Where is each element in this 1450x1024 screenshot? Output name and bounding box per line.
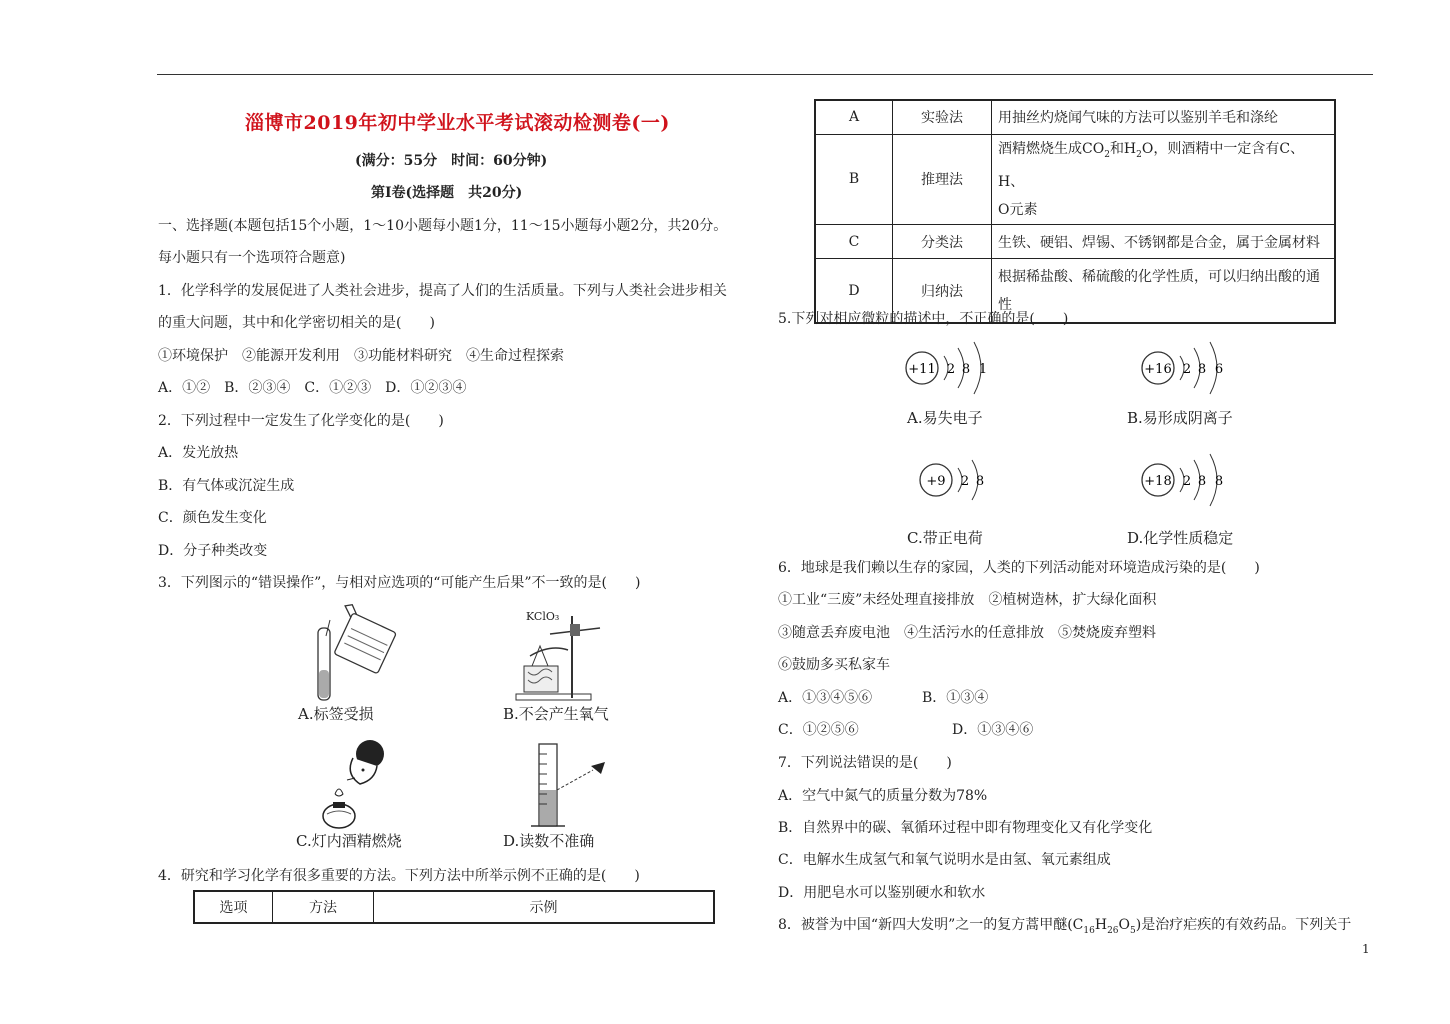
atom-diagram-b — [1136, 338, 1236, 400]
q5-caption-c: C.带正电荷 — [907, 529, 983, 547]
svg-text:8: 8 — [1197, 362, 1207, 377]
q4-stem: 4．研究和学习化学有很多重要的方法。下列方法中所举示例不正确的是( ) — [158, 868, 640, 884]
section-heading: 第Ⅰ卷(选择题 共20分) — [371, 185, 523, 201]
q6-option-d: D．①③④⑥ — [952, 722, 1034, 738]
table-row — [815, 134, 1335, 225]
instructions-line-1: 一、选择题(本题包括15个小题，1～10小题每小题1分，11～15小题每小题2分，共20分。 — [158, 218, 728, 234]
svg-text:+9: +9 — [926, 474, 946, 489]
q1-stem-2: 的重大问题，其中和化学密切相关的是( ) — [158, 315, 435, 331]
q4-row-a-example: 用抽丝灼烧闻气味的方法可以鉴别羊毛和涤纶 — [992, 100, 1336, 134]
kclo3-label: KClO₃ — [526, 610, 560, 623]
svg-text:+11: +11 — [908, 362, 936, 377]
q6-option-c: C．①②⑤⑥ — [778, 722, 859, 738]
svg-text:1: 1 — [978, 362, 988, 377]
q1-options: A．①② B．②③④ C．①②③ D．①②③④ — [158, 380, 467, 396]
q4-row-d-method: 归纳法 — [893, 259, 992, 323]
header-rule — [157, 74, 1373, 75]
q5-caption-b: B.易形成阴离子 — [1127, 409, 1233, 427]
q6-option-b: B．①③④ — [922, 690, 989, 706]
page-number: 1 — [1362, 942, 1370, 956]
atom-diagram-c — [914, 450, 1014, 512]
exam-meta: (满分：55分 时间：60分钟) — [355, 153, 548, 169]
q4-row-a-option: A — [815, 100, 893, 134]
q2-option-a: A．发光放热 — [158, 445, 239, 461]
q3-caption-a: A.标签受损 — [298, 705, 374, 723]
q4-table-body — [814, 99, 1336, 324]
svg-text:8: 8 — [961, 362, 971, 377]
q4-row-c-example: 生铁、硬铝、焊锡、不锈钢都是合金，属于金属材料 — [992, 225, 1336, 259]
q1-stem-1: 1．化学科学的发展促进了人类社会进步，提高了人们的生活质量。下列与人类社会进步相关 — [158, 283, 727, 299]
svg-text:6: 6 — [1214, 362, 1224, 377]
q7-stem: 7．下列说法错误的是( ) — [778, 755, 952, 771]
q4-header-method: 方法 — [273, 891, 374, 923]
q4-row-b-option: B — [815, 134, 893, 225]
q3-caption-c: C.灯内酒精燃烧 — [296, 832, 402, 850]
svg-text:+18: +18 — [1144, 474, 1172, 489]
q4-row-d-example: 根据稀盐酸、稀硫酸的化学性质，可以归纳出酸的通 性 — [992, 259, 1336, 323]
q6-stem: 6．地球是我们赖以生存的家园，人类的下列活动能对环境造成污染的是( ) — [778, 560, 1260, 576]
q3-stem: 3．下列图示的“错误操作”，与相对应选项的“可能产生后果”不一致的是( ) — [158, 575, 641, 591]
q8-stem: 8．被誉为中国“新四大发明”之一的复方蒿甲醚$(C_{16}H_{26}O_5)$是治疗疟疾的有效药品。下列关于 — [778, 917, 1352, 936]
q7-option-d: D．用肥皂水可以鉴别硬水和软水 — [778, 885, 986, 901]
q6-items-1: ①工业“三废”未经处理直接排放 ②植树造林，扩大绿化面积 — [778, 592, 1157, 608]
exam-title: 淄博市2019年初中学业水平考试滚动检测卷(一) — [245, 112, 670, 134]
svg-text:8: 8 — [1197, 474, 1207, 489]
figure-heating-kclo3 — [510, 606, 620, 706]
q1-items: ①环境保护 ②能源开发利用 ③功能材料研究 ④生命过程探索 — [158, 348, 564, 364]
q7-option-c: C．电解水生成氢气和氧气说明水是由氢、氧元素组成 — [778, 852, 1111, 868]
instructions-line-2: 每小题只有一个选项符合题意) — [158, 250, 346, 266]
atom-diagram-d — [1136, 450, 1236, 512]
q4-row-c-option: C — [815, 225, 893, 259]
q4-row-a-method: 实验法 — [893, 100, 992, 134]
q7-option-a: A．空气中氮气的质量分数为78% — [778, 788, 988, 804]
q6-items-3: ⑥鼓励多买私家车 — [778, 657, 890, 673]
q4-row-c-method: 分类法 — [893, 225, 992, 259]
figure-pouring-liquid — [300, 606, 410, 706]
svg-text:8: 8 — [1214, 474, 1224, 489]
q7-option-b: B．自然界中的碳、氧循环过程中即有物理变化又有化学变化 — [778, 820, 1153, 836]
atom-diagram-a — [900, 338, 1000, 400]
q4-header-option: 选项 — [194, 891, 273, 923]
q6-option-a: A．①③④⑤⑥ — [778, 690, 873, 706]
q6-items-2: ③随意丢弃废电池 ④生活污水的任意排放 ⑤焚烧废弃塑料 — [778, 625, 1156, 641]
q4-row-b-method: 推理法 — [893, 134, 992, 225]
q2-stem: 2．下列过程中一定发生了化学变化的是( ) — [158, 413, 444, 429]
q4-row-b-example: 酒精燃烧生成$CO_2$和$H_2O$，则酒精中一定含有C、H、 O元素 — [992, 134, 1336, 225]
svg-text:2: 2 — [960, 474, 970, 489]
q5-caption-a: A.易失电子 — [907, 409, 983, 427]
q2-option-b: B．有气体或沉淀生成 — [158, 478, 295, 494]
table-row — [815, 100, 1335, 134]
q5-stem: 5.下列对相应微粒的描述中，不正确的是( ) — [778, 311, 1069, 327]
figure-graduated-cylinder — [525, 740, 615, 835]
q5-caption-d: D.化学性质稳定 — [1127, 529, 1234, 547]
svg-text:2: 2 — [946, 362, 956, 377]
q3-caption-b: B.不会产生氧气 — [503, 705, 609, 723]
q4-header-example: 示例 — [374, 891, 715, 923]
q3-caption-d: D.读数不准确 — [503, 832, 595, 850]
svg-text:8: 8 — [975, 474, 985, 489]
svg-text:2: 2 — [1182, 362, 1192, 377]
figure-alcohol-lamp — [305, 734, 405, 834]
table-row — [815, 225, 1335, 259]
svg-text:2: 2 — [1182, 474, 1192, 489]
svg-text:+16: +16 — [1144, 362, 1172, 377]
q2-option-c: C．颜色发生变化 — [158, 510, 267, 526]
q2-option-d: D．分子种类改变 — [158, 543, 268, 559]
q4-row-d-option: D — [815, 259, 893, 323]
q4-table-header — [193, 890, 715, 924]
